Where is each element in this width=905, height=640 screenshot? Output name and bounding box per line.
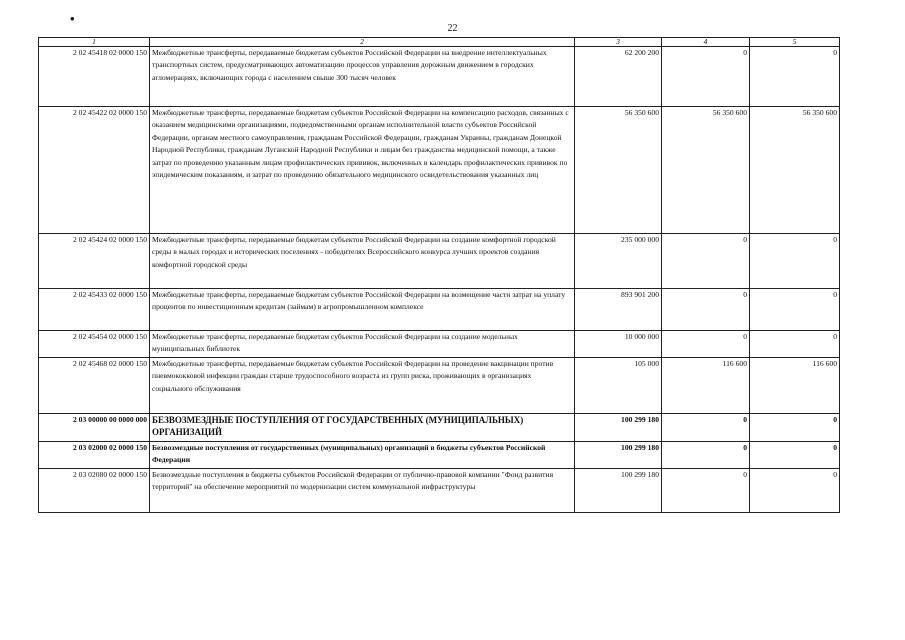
- table-row: [39, 442, 840, 469]
- budget-code: 2 03 00000 00 0000 000: [39, 414, 150, 442]
- budget-code: 2 03 02080 02 0000 150: [39, 469, 150, 513]
- amount-col4: 0: [662, 442, 750, 469]
- row-description: Межбюджетные трансферты, передаваемые бюджетам субъектов Российской Федерации на проведение вакцинации против пневмококковой инфекции граждан старше трудоспособного возраста из групп риска, проживающих в организациях социального обслуживания: [150, 358, 575, 414]
- column-number: 3: [575, 38, 662, 47]
- budget-code: 2 02 45422 02 0000 150: [39, 107, 150, 234]
- revenue-table: [38, 37, 840, 513]
- column-number: 2: [150, 38, 575, 47]
- amount-col3: 893 901 200: [575, 289, 662, 331]
- page-number: 22: [447, 23, 458, 34]
- budget-code: 2 02 45468 02 0000 150: [39, 358, 150, 414]
- amount-col3: 235 000 000: [575, 234, 662, 289]
- row-description: Межбюджетные трансферты, передаваемые бюджетам субъектов Российской Федерации на возмещение части затрат на уплату процентов по инвестиционным кредитам (займам) в агропромышленном комплексе: [150, 289, 575, 331]
- amount-col5: 0: [750, 234, 840, 289]
- table-row: [39, 331, 840, 358]
- amount-col5: 0: [750, 442, 840, 469]
- amount-col3: 105 000: [575, 358, 662, 414]
- amount-col5: 0: [750, 469, 840, 513]
- row-description: Межбюджетные трансферты, передаваемые бюджетам субъектов Российской Федерации на создание комфортной городской среды в малых городах и исторических поселениях - победителях Всероссийского конкурса лучших проектов создания комфортной городской среды: [150, 234, 575, 289]
- budget-code: 2 02 45433 02 0000 150: [39, 289, 150, 331]
- table-row: [39, 47, 840, 107]
- scan-mark: •: [70, 11, 75, 26]
- table-row: [39, 234, 840, 289]
- table-row: [39, 469, 840, 513]
- table-row: [39, 358, 840, 414]
- amount-col5: 0: [750, 414, 840, 442]
- amount-col4: 56 350 600: [662, 107, 750, 234]
- amount-col5: 0: [750, 289, 840, 331]
- table-row: [39, 107, 840, 234]
- amount-col3: 100 299 180: [575, 442, 662, 469]
- amount-col3: 100 299 180: [575, 414, 662, 442]
- amount-col5: 116 600: [750, 358, 840, 414]
- table-row: [39, 289, 840, 331]
- table-row: [39, 414, 840, 442]
- row-description: Межбюджетные трансферты, передаваемые бюджетам субъектов Российской Федерации на внедрение интеллектуальных транспортных систем, предусматривающих автоматизацию процессов управления дорожным движением в городских агломерациях, включающих города с населением свыше 300 тысяч человек: [150, 47, 575, 107]
- amount-col4: 0: [662, 469, 750, 513]
- amount-col3: 10 000 000: [575, 331, 662, 358]
- row-description: Межбюджетные трансферты, передаваемые бюджетам субъектов Российской Федерации на компенсацию расходов, связанных с оказанием медицинскими организациями, подведомственными органам исполнительной власти субъектов Российской Федерации, органам местного самоуправления, гражданам Российской Федерации, гражданам Украины, гражданам Донецкой Народной Республики, гражданам Луганской Народной Республики и лицам без гражданства медицинской помощи, а также затрат по проведению указанным лицам профилактических прививок, включенных в календарь профилактических прививок по эпидемическим показаниям, и затрат по проведению обязательного медицинского освидетельствования указанных лиц: [150, 107, 575, 234]
- amount-col3: 56 350 600: [575, 107, 662, 234]
- amount-col3: 100 299 180: [575, 469, 662, 513]
- budget-code: 2 02 45454 02 0000 150: [39, 331, 150, 358]
- budget-code: 2 02 45424 02 0000 150: [39, 234, 150, 289]
- amount-col3: 62 200 200: [575, 47, 662, 107]
- amount-col5: 0: [750, 47, 840, 107]
- column-number: 5: [750, 38, 840, 47]
- amount-col4: 0: [662, 289, 750, 331]
- row-description: Безвозмездные поступления от государственных (муниципальных) организаций в бюджеты субъектов Российской Федерации: [150, 442, 575, 469]
- budget-code: 2 03 02000 02 0000 150: [39, 442, 150, 469]
- column-number: 1: [39, 38, 150, 47]
- row-description: Безвозмездные поступления в бюджеты субъектов Российской Федерации от публично-правовой компании "Фонд развития территорий" на обеспечение мероприятий по модернизации систем коммунальной инфраструктуры: [150, 469, 575, 513]
- amount-col4: 0: [662, 234, 750, 289]
- row-description: Межбюджетные трансферты, передаваемые бюджетам субъектов Российской Федерации на создание модельных муниципальных библиотек: [150, 331, 575, 358]
- amount-col4: 0: [662, 414, 750, 442]
- row-description: БЕЗВОЗМЕЗДНЫЕ ПОСТУПЛЕНИЯ ОТ ГОСУДАРСТВЕННЫХ (МУНИЦИПАЛЬНЫХ) ОРГАНИЗАЦИЙ: [150, 414, 575, 442]
- column-number: 4: [662, 38, 750, 47]
- amount-col5: 56 350 600: [750, 107, 840, 234]
- budget-code: 2 02 45418 02 0000 150: [39, 47, 150, 107]
- amount-col5: 0: [750, 331, 840, 358]
- amount-col4: 0: [662, 331, 750, 358]
- amount-col4: 116 600: [662, 358, 750, 414]
- amount-col4: 0: [662, 47, 750, 107]
- column-number-row: [39, 38, 840, 47]
